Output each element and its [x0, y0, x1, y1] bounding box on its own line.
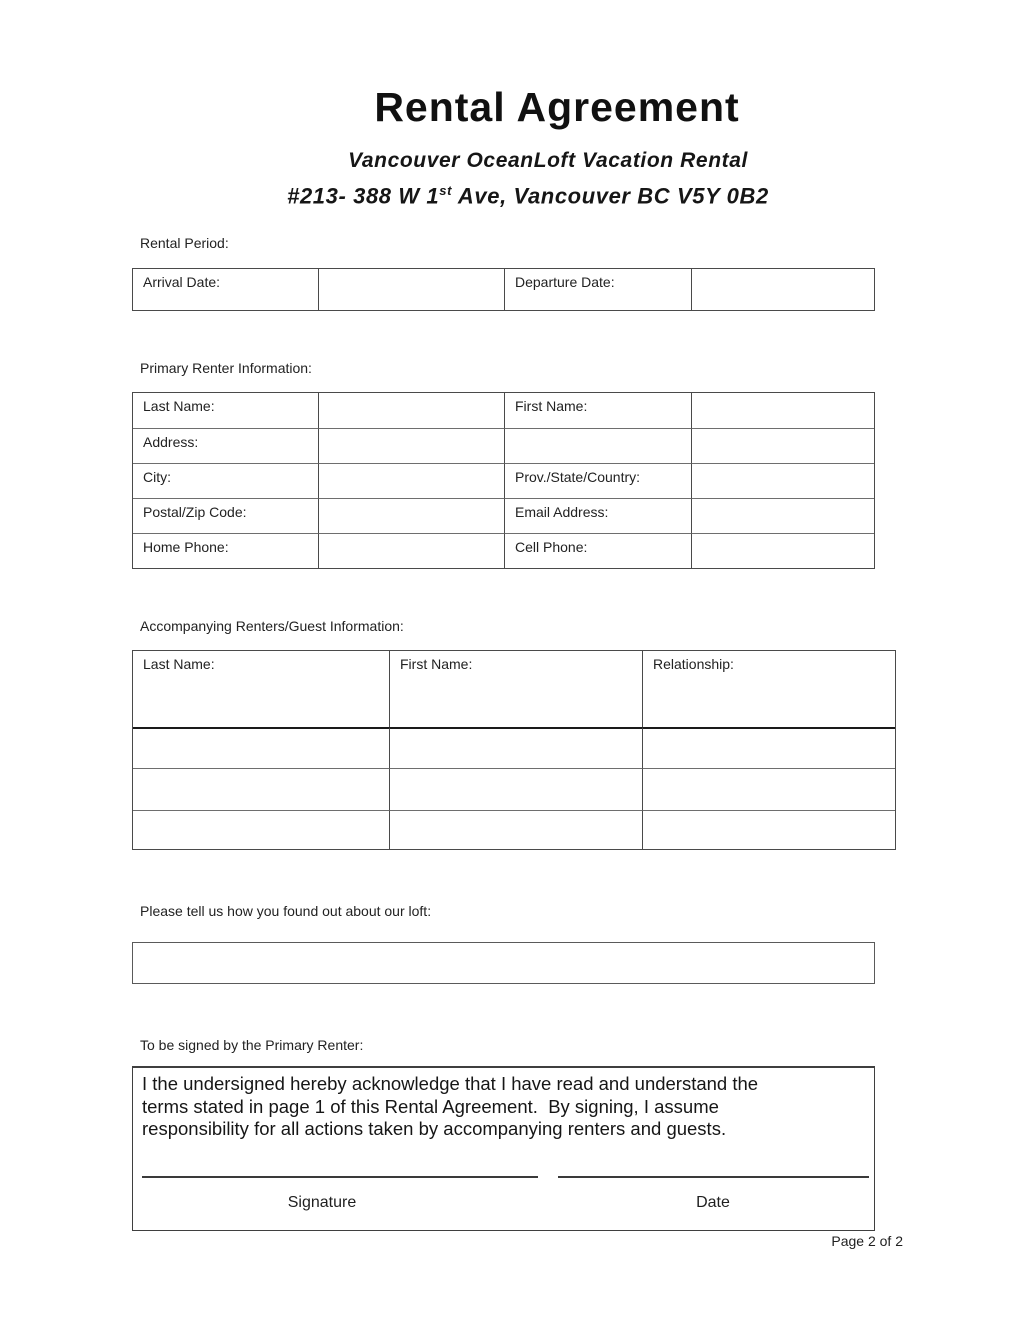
guest-row1-relationship-cell[interactable] [642, 727, 895, 768]
guest-row2-relationship-cell[interactable] [642, 768, 895, 810]
prov-state-country-input-cell[interactable] [691, 463, 874, 498]
acknowledgment-text [142, 1073, 758, 1141]
guest-row1-first-name-cell[interactable] [389, 727, 642, 768]
acknowledgment-line: I the undersigned hereby acknowledge that I have read and understand the [142, 1073, 759, 1094]
departure-date-input-cell[interactable] [691, 269, 874, 310]
guest-row1-last-name-cell[interactable] [133, 727, 389, 768]
email-address-label-cell: Email Address: [504, 498, 691, 533]
address-label-cell: Address: [133, 428, 318, 463]
guest-relationship-header-cell: Relationship: [642, 651, 895, 727]
rental-period-table [132, 268, 875, 311]
address-prefix: #213- 388 W 1 [287, 183, 440, 209]
address-input-cell-3[interactable] [691, 428, 874, 463]
postal-zip-label-cell: Postal/Zip Code: [133, 498, 318, 533]
arrival-date-input-cell[interactable] [318, 269, 504, 310]
address-input-cell-2[interactable] [504, 428, 691, 463]
address-input-cell[interactable] [318, 428, 504, 463]
loft-source-section-label: Please tell us how you found out about our loft: [140, 903, 432, 919]
guest-row2-last-name-cell[interactable] [133, 768, 389, 810]
postal-zip-input-cell[interactable] [318, 498, 504, 533]
accompanying-guests-table [132, 650, 896, 850]
last-name-label-cell: Last Name: [143, 398, 215, 414]
city-input-cell[interactable] [318, 463, 504, 498]
signature-box [132, 1066, 875, 1231]
first-name-input-cell[interactable] [691, 393, 874, 428]
city-label-cell: City: [133, 463, 318, 498]
accompanying-section-label: Accompanying Renters/Guest Information: [140, 618, 404, 634]
guest-row3-relationship-cell[interactable] [642, 810, 895, 849]
last-name-input-cell[interactable] [318, 393, 504, 428]
signature-section-label: To be signed by the Primary Renter: [140, 1037, 364, 1053]
cell-phone-input-cell[interactable] [691, 533, 874, 568]
guest-first-name-header-cell: First Name: [389, 651, 642, 727]
property-subtitle: Vancouver OceanLoft Vacation Rental [348, 149, 748, 172]
date-caption: Date [696, 1194, 730, 1211]
primary-renter-table [132, 392, 875, 569]
acknowledgment-line: responsibility for all actions taken by accompanying renters and guests. [142, 1118, 727, 1139]
property-address [0, 183, 1024, 209]
address-suffix: Ave, Vancouver BC V5Y 0B2 [452, 183, 769, 209]
first-name-label-cell: First Name: [504, 393, 691, 428]
prov-state-country-label-cell: Prov./State/Country: [504, 463, 691, 498]
guest-row2-first-name-cell[interactable] [389, 768, 642, 810]
guest-row3-last-name-cell[interactable] [133, 810, 389, 849]
primary-renter-section-label: Primary Renter Information: [140, 360, 312, 376]
home-phone-input-cell[interactable] [318, 533, 504, 568]
page-title: Rental Agreement [374, 84, 740, 130]
email-address-input-cell[interactable] [691, 498, 874, 533]
guest-last-name-header-cell: Last Name: [143, 656, 215, 672]
home-phone-label-cell: Home Phone: [133, 533, 318, 568]
rental-period-section-label: Rental Period: [140, 235, 229, 251]
signature-caption: Signature [287, 1194, 357, 1211]
guest-row3-first-name-cell[interactable] [389, 810, 642, 849]
cell-phone-label-cell: Cell Phone: [504, 533, 691, 568]
page-number: Page 2 of 2 [831, 1233, 903, 1249]
loft-source-input-box[interactable] [132, 942, 875, 984]
signature-line [142, 1176, 538, 1178]
address-ordinal-superscript: st [439, 183, 453, 198]
date-line [558, 1176, 869, 1178]
departure-date-label-cell: Departure Date: [504, 269, 691, 310]
acknowledgment-line: terms stated in page 1 of this Rental Agreement. By signing, I assume [142, 1095, 719, 1117]
arrival-date-label-cell: Arrival Date: [143, 274, 221, 290]
